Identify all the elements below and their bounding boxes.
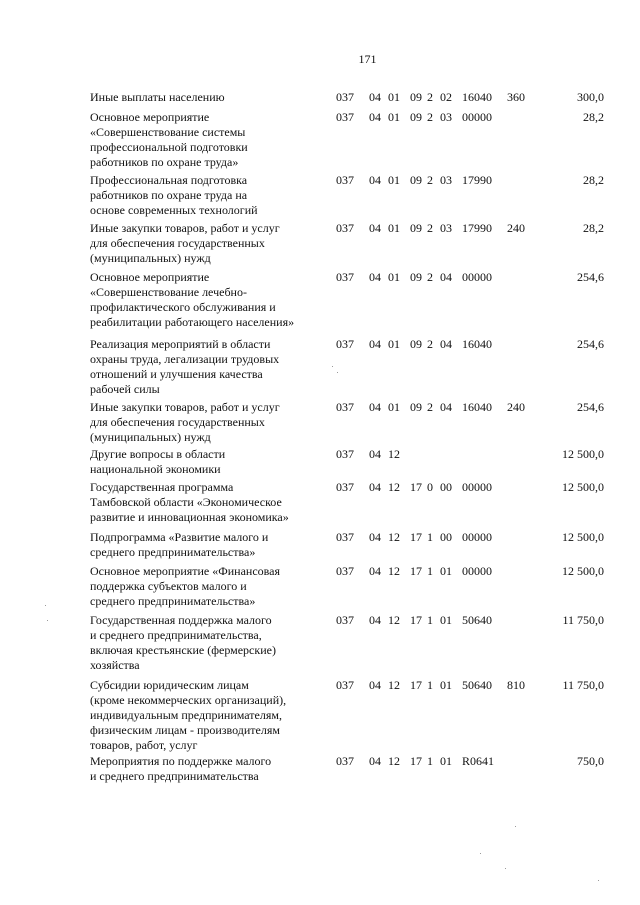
code-ved: 037	[336, 173, 354, 187]
code-pr: 01	[388, 270, 400, 284]
row-name-line: Иные закупки товаров, работ и услуг	[90, 400, 280, 414]
row-name-line: (муниципальных) нужд	[90, 251, 211, 265]
row-name	[90, 110, 330, 170]
code-measure: 00	[440, 530, 452, 544]
code-pr: 01	[388, 337, 400, 351]
row-name-line: отношений и улучшения качества	[90, 367, 263, 381]
scan-speck	[598, 880, 599, 881]
row-name	[90, 400, 330, 445]
code-rz: 04	[369, 337, 381, 351]
code-measure: 02	[440, 90, 452, 104]
code-rz: 04	[369, 447, 381, 461]
amount: 28,2	[583, 110, 604, 124]
code-program: 09	[410, 270, 422, 284]
row-name-line: работников по охране труда»	[90, 155, 239, 169]
row-name-line: Государственная поддержка малого	[90, 613, 272, 627]
row-name-line: Основное мероприятие	[90, 110, 210, 124]
row-name-line: Иные выплаты населению	[90, 90, 225, 104]
row-name	[90, 90, 330, 105]
code-subprogram: 2	[427, 221, 433, 235]
page-number: 171	[358, 52, 377, 66]
code-ved: 037	[336, 221, 354, 235]
code-program: 17	[410, 564, 422, 578]
code-program: 17	[410, 678, 422, 692]
code-rz: 04	[369, 564, 381, 578]
code-subprogram: 2	[427, 110, 433, 124]
code-measure: 01	[440, 613, 452, 627]
code-subprogram: 2	[427, 173, 433, 187]
code-expense-type: 240	[507, 221, 525, 235]
row-name-line: хозяйства	[90, 658, 140, 672]
row-name-line: среднего предпринимательства»	[90, 594, 256, 608]
row-name-line: для обеспечения государственных	[90, 236, 265, 250]
row-name	[90, 754, 330, 784]
amount: 28,2	[583, 221, 604, 235]
amount: 11 750,0	[562, 613, 604, 627]
row-name	[90, 270, 330, 330]
code-program: 09	[410, 400, 422, 414]
code-program: 09	[410, 173, 422, 187]
code-rz: 04	[369, 110, 381, 124]
row-name-line: Профессиональная подготовка	[90, 173, 248, 187]
code-ved: 037	[336, 270, 354, 284]
code-ved: 037	[336, 530, 354, 544]
row-name	[90, 337, 330, 397]
code-pr: 12	[388, 530, 400, 544]
row-name-line: национальной экономики	[90, 462, 221, 476]
code-expense-type: 810	[507, 678, 525, 692]
code-ved: 037	[336, 480, 354, 494]
row-name-line: Основное мероприятие	[90, 270, 210, 284]
code-measure: 03	[440, 221, 452, 235]
code-measure: 04	[440, 270, 452, 284]
row-name	[90, 564, 330, 609]
amount: 254,6	[577, 270, 604, 284]
row-name-line: профессиональной подготовки	[90, 140, 248, 154]
amount: 12 500,0	[562, 564, 604, 578]
row-name-line: работников по охране труда на	[90, 188, 248, 202]
row-name-line: охраны труда, легализации трудовых	[90, 352, 280, 366]
code-ved: 037	[336, 564, 354, 578]
code-subprogram: 2	[427, 90, 433, 104]
code-subprogram: 1	[427, 564, 433, 578]
row-name-line: Мероприятия по поддержке малого	[90, 754, 272, 768]
code-direction: 17990	[462, 221, 492, 235]
code-expense-type: 360	[507, 90, 525, 104]
code-rz: 04	[369, 530, 381, 544]
code-program: 17	[410, 480, 422, 494]
code-pr: 01	[388, 90, 400, 104]
code-program: 09	[410, 90, 422, 104]
code-subprogram: 1	[427, 613, 433, 627]
row-name	[90, 221, 330, 266]
amount: 28,2	[583, 173, 604, 187]
row-name-line: поддержка субъектов малого и	[90, 579, 247, 593]
code-direction: 00000	[462, 530, 492, 544]
row-name	[90, 447, 330, 477]
row-name-line: (кроме некоммерческих организаций),	[90, 693, 287, 707]
row-name-line: для обеспечения государственных	[90, 415, 265, 429]
code-direction: 50640	[462, 678, 492, 692]
scan-speck	[480, 853, 481, 854]
row-name-line: Субсидии юридическим лицам	[90, 678, 249, 692]
code-measure: 01	[440, 564, 452, 578]
code-pr: 12	[388, 754, 400, 768]
code-ved: 037	[336, 90, 354, 104]
amount: 12 500,0	[562, 447, 604, 461]
code-measure: 01	[440, 754, 452, 768]
code-rz: 04	[369, 754, 381, 768]
row-name-line: Тамбовской области «Экономическое	[90, 495, 282, 509]
row-name-line: и среднего предпринимательства	[90, 769, 259, 783]
amount: 12 500,0	[562, 480, 604, 494]
row-name	[90, 613, 330, 673]
row-name-line: «Совершенствование лечебно-	[90, 285, 247, 299]
code-program: 09	[410, 337, 422, 351]
amount: 750,0	[577, 754, 604, 768]
amount: 11 750,0	[562, 678, 604, 692]
amount: 254,6	[577, 337, 604, 351]
code-rz: 04	[369, 270, 381, 284]
row-name-line: основе современных технологий	[90, 203, 258, 217]
code-measure: 04	[440, 400, 452, 414]
row-name-line: индивидуальным предпринимателям,	[90, 708, 282, 722]
code-subprogram: 1	[427, 678, 433, 692]
row-name-line: рабочей силы	[90, 382, 160, 396]
code-measure: 03	[440, 110, 452, 124]
code-measure: 00	[440, 480, 452, 494]
code-ved: 037	[336, 337, 354, 351]
scan-speck	[332, 366, 333, 367]
code-pr: 01	[388, 173, 400, 187]
row-name-line: Другие вопросы в области	[90, 447, 226, 461]
code-direction: 16040	[462, 90, 492, 104]
row-name-line: включая крестьянские (фермерские)	[90, 643, 276, 657]
code-subprogram: 1	[427, 754, 433, 768]
code-direction: 00000	[462, 270, 492, 284]
code-rz: 04	[369, 90, 381, 104]
row-name	[90, 678, 330, 753]
code-program: 17	[410, 613, 422, 627]
code-measure: 04	[440, 337, 452, 351]
code-pr: 12	[388, 678, 400, 692]
code-pr: 12	[388, 447, 400, 461]
code-ved: 037	[336, 754, 354, 768]
code-ved: 037	[336, 400, 354, 414]
code-rz: 04	[369, 480, 381, 494]
code-pr: 01	[388, 110, 400, 124]
code-direction: 16040	[462, 337, 492, 351]
scan-speck	[337, 372, 338, 373]
row-name-line: (муниципальных) нужд	[90, 430, 211, 444]
code-rz: 04	[369, 613, 381, 627]
row-name-line: товаров, работ, услуг	[90, 738, 198, 752]
amount: 300,0	[577, 90, 604, 104]
amount: 12 500,0	[562, 530, 604, 544]
code-rz: 04	[369, 221, 381, 235]
row-name-line: Государственная программа	[90, 480, 234, 494]
row-name-line: Иные закупки товаров, работ и услуг	[90, 221, 280, 235]
code-rz: 04	[369, 173, 381, 187]
row-name	[90, 480, 330, 525]
code-ved: 037	[336, 613, 354, 627]
code-pr: 12	[388, 613, 400, 627]
code-pr: 01	[388, 400, 400, 414]
code-program: 17	[410, 754, 422, 768]
row-name-line: «Совершенствование системы	[90, 125, 246, 139]
code-measure: 03	[440, 173, 452, 187]
row-name-line: физическим лицам - производителям	[90, 723, 280, 737]
row-name-line: развитие и инновационная экономика»	[90, 510, 289, 524]
code-subprogram: 2	[427, 270, 433, 284]
code-rz: 04	[369, 400, 381, 414]
code-ved: 037	[336, 110, 354, 124]
code-direction: 50640	[462, 613, 492, 627]
scan-speck	[47, 620, 48, 621]
code-direction: 00000	[462, 564, 492, 578]
row-name-line: Подпрограмма «Развитие малого и	[90, 530, 269, 544]
scan-speck	[45, 605, 46, 606]
code-ved: 037	[336, 678, 354, 692]
code-measure: 01	[440, 678, 452, 692]
code-subprogram: 2	[427, 400, 433, 414]
row-name-line: среднего предпринимательства»	[90, 545, 256, 559]
row-name	[90, 530, 330, 560]
row-name-line: профилактического обслуживания и	[90, 300, 276, 314]
code-pr: 12	[388, 564, 400, 578]
code-direction: R0641	[462, 754, 495, 768]
code-direction: 00000	[462, 480, 492, 494]
amount: 254,6	[577, 400, 604, 414]
code-program: 17	[410, 530, 422, 544]
code-pr: 12	[388, 480, 400, 494]
code-ved: 037	[336, 447, 354, 461]
row-name-line: Реализация мероприятий в области	[90, 337, 271, 351]
code-direction: 16040	[462, 400, 492, 414]
code-direction: 17990	[462, 173, 492, 187]
row-name-line: и среднего предпринимательства,	[90, 628, 262, 642]
scan-speck	[505, 868, 506, 869]
code-expense-type: 240	[507, 400, 525, 414]
row-name-line: Основное мероприятие «Финансовая	[90, 564, 281, 578]
code-pr: 01	[388, 221, 400, 235]
code-program: 09	[410, 221, 422, 235]
code-rz: 04	[369, 678, 381, 692]
code-subprogram: 2	[427, 337, 433, 351]
row-name	[90, 173, 330, 218]
code-program: 09	[410, 110, 422, 124]
code-subprogram: 1	[427, 530, 433, 544]
row-name-line: реабилитации работающего населения»	[90, 315, 295, 329]
code-direction: 00000	[462, 110, 492, 124]
scan-speck	[515, 826, 516, 827]
code-subprogram: 0	[427, 480, 433, 494]
